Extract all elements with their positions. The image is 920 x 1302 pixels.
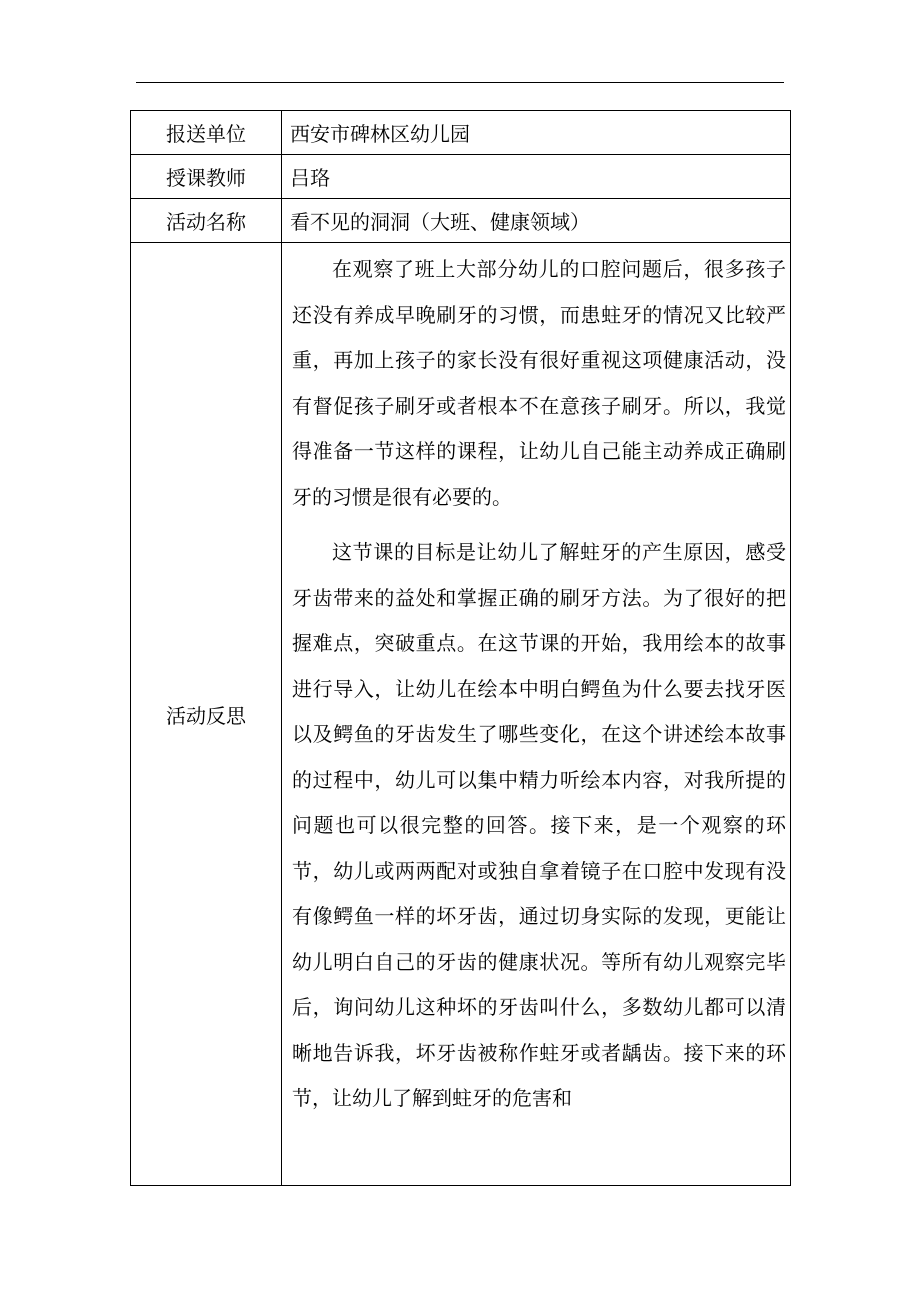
row-reporting-unit bbox=[131, 111, 791, 155]
reflection-cell bbox=[282, 243, 791, 1186]
teacher-label: 授课教师 bbox=[131, 155, 282, 199]
row-reflection bbox=[131, 243, 791, 1186]
reporting-unit-value: 西安市碑林区幼儿园 bbox=[282, 111, 791, 155]
activity-name-value: 看不见的洞洞（大班、健康领域） bbox=[282, 199, 791, 243]
reflection-paragraph-2: 这节课的目标是让幼儿了解蛀牙的产生原因，感受牙齿带来的益处和掌握正确的刷牙方法。为了很好的把握难点，突破重点。在这节课的开始，我用绘本的故事进行导入，让幼儿在绘本中明白鳄鱼为什么要去找牙医以及鳄鱼的牙齿发生了哪些变化，在这个讲述绘本故事的过程中，幼儿可以集中精力听绘本内容，对我所提的问题也可以很完整的回答。接下来，是一个观察的环节，幼儿或两两配对或独自拿着镜子在口腔中发现有没有像鳄鱼一样的坏牙齿，通过切身实际的发现，更能让幼儿明白自己的牙齿的健康状况。等所有幼儿观察完毕后，询问幼儿这种坏的牙齿叫什么，多数幼儿都可以清晰地告诉我，坏牙齿被称作蛀牙或者龋齿。接下来的环节，让幼儿了解到蛀牙的危害和 bbox=[292, 540, 786, 1110]
teacher-value: 吕珞 bbox=[282, 155, 791, 199]
reflection-text bbox=[282, 243, 790, 1185]
reflection-paragraph-1: 在观察了班上大部分幼儿的口腔问题后，很多孩子还没有养成早晚刷牙的习惯，而患蛀牙的情况又比较严重，再加上孩子的家长没有很好重视这项健康活动，没有督促孩子刷牙或者根本不在意孩子刷牙。所以，我觉得准备一节这样的课程，让幼儿自己能主动养成正确刷牙的习惯是很有必要的。 bbox=[292, 257, 786, 509]
lesson-report-table bbox=[130, 110, 791, 1186]
reporting-unit-label: 报送单位 bbox=[131, 111, 282, 155]
row-teacher bbox=[131, 155, 791, 199]
activity-name-label: 活动名称 bbox=[131, 199, 282, 243]
row-activity-name bbox=[131, 199, 791, 243]
reflection-label: 活动反思 bbox=[131, 243, 282, 1186]
header-rule bbox=[136, 82, 784, 83]
